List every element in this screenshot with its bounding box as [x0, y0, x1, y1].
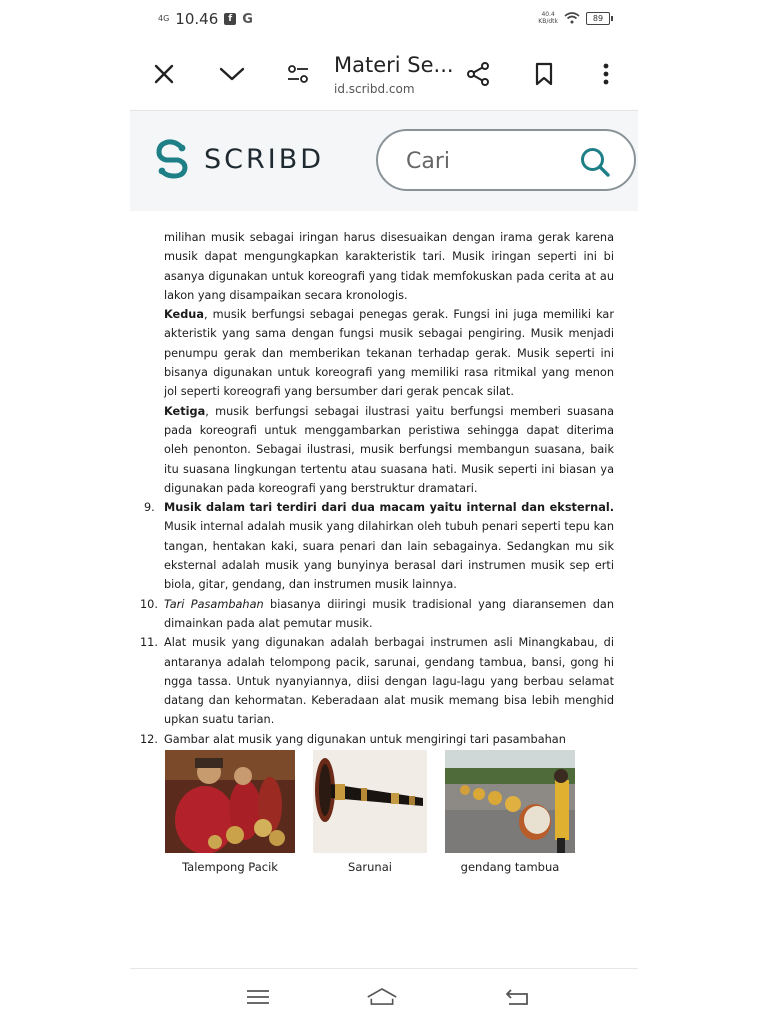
- page-url: id.scribd.com: [334, 82, 415, 96]
- page-title: Materi Se...: [334, 53, 454, 77]
- network-indicator: 4G: [158, 14, 170, 23]
- network-speed-unit: KB/dtk: [538, 18, 558, 25]
- list-number: 9.: [144, 501, 155, 515]
- paragraph-ketiga-text: , musik berfungsi sebagai ilustrasi yaitu berfungsi memberi suasana pada koreografi untuk menggambarkan peristiwa sehingga dapat diterima oleh penonton. Sebagai ilustrasi, musik berfungsi membangun suasana, baik itu suasana lingkungan tertentu atau suasana hati. Musik seperti ini biasan ya digunakan pada koreografi yang berstruktur dramatari.: [164, 404, 614, 495]
- talempong-photo: [165, 750, 295, 853]
- system-nav-bar: [130, 968, 638, 1024]
- notification-facebook-icon: f: [224, 13, 236, 25]
- scribd-logo[interactable]: [154, 138, 324, 180]
- figure-caption: Talempong Pacik: [182, 860, 278, 874]
- scribd-logo-icon: [154, 138, 190, 180]
- close-icon[interactable]: [148, 58, 180, 90]
- phone-screen: [130, 0, 638, 1024]
- battery-icon: 89: [586, 12, 610, 25]
- paragraph-kedua-text: , musik berfungsi sebagai penegas gerak. Fungsi ini juga memiliki kar akteristik yang sama dengan fungsi musik sebagai pengiring. Musik menjadi penumpu gerak dan memberikan tekanan terhadap gerak. Musik seperti ini bisanya digunakan untuk koreografi yang memiliki rasa ritmikal yang menon jol seperti koreografi yang bersumber dari gerak pencak silat.: [164, 308, 614, 399]
- list-item-9-text: Musik internal adalah musik yang dilahirkan oleh tubuh penari seperti tepu kan tangan, hentakan kaki, suara penari dan lain sebagainya. Sedangkan mu sik eksternal adalah musik yang bunyinya berasal dari instrumen musik sep erti biola, gitar, gendang, dan instrumen musik lainnya.: [164, 520, 614, 592]
- list-number: 11.: [140, 636, 158, 650]
- bookmark-icon[interactable]: [528, 58, 560, 90]
- list-item-12-text: Gambar alat musik yang digunakan untuk mengiringi tari pasambahan: [164, 732, 566, 746]
- list-item-10: [140, 595, 614, 634]
- search-input[interactable]: [404, 145, 568, 177]
- paragraph-ketiga: [144, 402, 614, 498]
- list-item-11: [140, 633, 614, 729]
- list-number: 10.: [140, 597, 158, 611]
- gendang-photo: [445, 750, 575, 853]
- back-icon[interactable]: [502, 983, 534, 1011]
- status-bar: [130, 0, 638, 38]
- search-box[interactable]: [376, 129, 636, 191]
- paragraph-ketiga-label: Ketiga: [164, 404, 206, 418]
- menu-icon[interactable]: [242, 983, 274, 1011]
- paragraph-intro: [144, 228, 614, 305]
- figure-gendang: [445, 750, 575, 874]
- tune-icon[interactable]: [282, 58, 314, 90]
- list-item-9: [144, 498, 614, 594]
- instrument-figures: [165, 750, 575, 880]
- chevron-down-icon[interactable]: [216, 58, 248, 90]
- clock: 10.46: [175, 10, 219, 28]
- search-icon[interactable]: [578, 145, 612, 179]
- list-item-10-italic: Tari Pasambahan: [164, 597, 264, 611]
- paragraph-kedua: [144, 305, 614, 401]
- wifi-icon: [564, 12, 580, 24]
- list-item-10-text: biasanya diiringi musik tradisional yang diaransemen dan dimainkan pada alat pemutar musik.: [164, 597, 614, 630]
- document-content: [140, 228, 614, 749]
- scribd-logo-text: SCRIBD: [204, 143, 325, 175]
- browser-toolbar: [130, 40, 638, 111]
- figure-caption: gendang tambua: [460, 860, 560, 874]
- status-right: [538, 11, 610, 25]
- sarunai-photo: [313, 750, 427, 853]
- network-speed-value: 40.4: [541, 11, 555, 18]
- status-left: [158, 10, 253, 28]
- figure-talempong: [165, 750, 295, 874]
- figure-sarunai: [313, 750, 427, 874]
- list-item-9-heading: Musik dalam tari terdiri dari dua macam yaitu internal dan eksternal.: [164, 501, 614, 515]
- figure-caption: Sarunai: [348, 860, 392, 874]
- more-vert-icon[interactable]: [590, 58, 622, 90]
- home-icon[interactable]: [366, 983, 398, 1011]
- list-number: 12.: [140, 732, 158, 746]
- list-item-11-text: Alat musik yang digunakan adalah berbagai instrumen asli Minangkabau, di antaranya adalah telompong pacik, sarunai, gendang tambua, bansi, gong hi ngga tassa. Untuk nyanyiannya, diisi dengan lagu-lagu yang berbau selamat datang dan kehormatan. Keberadaan alat musik memang bisa lebih menghid upkan suatu tarian.: [164, 636, 614, 727]
- network-speed: [538, 11, 558, 25]
- paragraph-kedua-label: Kedua: [164, 308, 204, 322]
- share-icon[interactable]: [462, 58, 494, 90]
- paragraph-intro-text: milihan musik sebagai iringan harus disesuaikan dengan irama gerak karena musik dapat mengungkapkan karakteristik tari. Musik iringan seperti ini bi asanya digunakan untuk koreografi yang tidak memfokuskan pada cerita at au lakon yang disampaikan secara kronologis.: [164, 231, 614, 302]
- site-header: [130, 111, 638, 211]
- list-item-12: [140, 730, 614, 749]
- notification-google-icon: G: [242, 11, 253, 27]
